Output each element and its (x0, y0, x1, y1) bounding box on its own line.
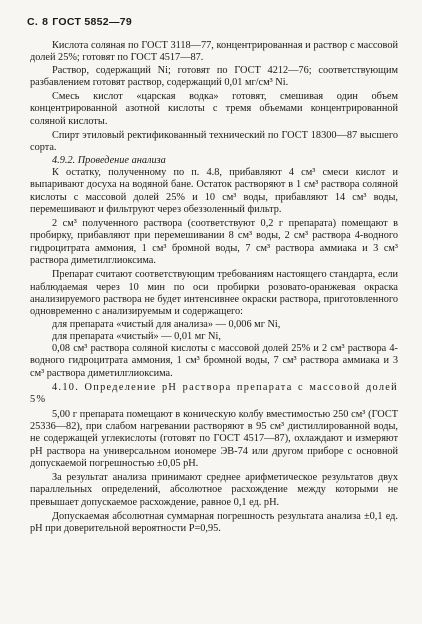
paragraph-residue: К остатку, полученному по п. 4.8, прибавляют 4 см³ смеси кислот и выпаривают досуха на водяной бане. Остаток растворяют в 1 см³ раствора соляной кислоты с массовой долей 25% и 10 см³ воды, прибавляют 14 см³ воды, перемешивают и фильтруют через обеззоленный фильтр. (30, 166, 398, 215)
section-heading-4-10: 4.10. Определение pH раствора препарата с массовой долей 5% (30, 382, 398, 406)
paragraph-hydrochloric-acid: Кислота соляная по ГОСТ 3118—77, концентрированная и раствор с массовой долей 25%; готовят по ГОСТ 4517—87. (30, 40, 398, 64)
paragraph-ph-measurement: 5,00 г препарата помещают в коническую колбу вместимостью 250 см³ (ГОСТ 25336—82), при слабом нагревании растворяют в 95 см³ дистиллированной воды, не содержащей углекислоты (готовят по ГОСТ 4517—87), охлаждают и измеряют pH раствора на универсальном иономере ЭВ-74 или другом приборе с основной допускаемой погрешностью ±0,05 pH. (30, 408, 398, 469)
standard-logo: С. (27, 16, 39, 28)
page-header (27, 16, 398, 28)
paragraph-nickel-solution: Раствор, содержащий Ni; готовят по ГОСТ 4212—76; соответствующим разбавлением готовят раствор, содержащий 0,01 мг/см³ Ni. (30, 64, 398, 88)
standard-code: ГОСТ 5852—79 (52, 16, 133, 28)
paragraph-result: За результат анализа принимают среднее арифметическое результатов двух параллельных определений, абсолютное расхождение между которыми не превышает допускаемое расхождение, равное 0,1 ед. pH. (30, 472, 398, 508)
list-item-analysis-grade: для препарата «чистый для анализа» — 0,006 мг Ni, (52, 318, 281, 330)
section-heading-4-9-2: 4.9.2. Проведение анализа (52, 154, 166, 166)
paragraph-error: Допускаемая абсолютная суммарная погрешность результата анализа ±0,1 ед. pH при доверительной вероятности P=0,95. (30, 510, 398, 535)
list-item-pure-grade: для препарата «чистый» — 0,01 мг Ni, (52, 330, 221, 342)
paragraph-test-tube: 2 см³ полученного раствора (соответствуют 0,2 г препарата) помещают в пробирку, прибавляют при перемешивании 8 см³ воды, 2 см³ раствора 4-водного гидроцитрата аммония, 1 см³ бромной воды, 7 см³ раствора аммиака и 3 см³ раствора диметилглиоксима. (30, 218, 398, 267)
paragraph-compliance: Препарат считают соответствующим требованиям настоящего стандарта, если наблюдаемая через 10 мин по оси пробирки розовато-оранжевая окраска анализируемого раствора не будет интенсивнее окраски раствора, приготовленного одновременно с анализируемым и содержащего: (30, 269, 398, 318)
page-number: 8 (42, 16, 49, 28)
paragraph-ethyl-alcohol: Спирт этиловый ректификованный технический по ГОСТ 18300—87 высшего сорта. (30, 130, 398, 154)
paragraph-reference-solution: 0,08 см³ раствора соляной кислоты с массовой долей 25% и 2 см³ раствора 4-водного гидроцитрата аммония, 1 см³ бромной воды, 7 см³ раствора аммиака и 3 см³ раствора диметилглиоксима. (30, 343, 398, 379)
paragraph-aqua-regia: Смесь кислот «царская водка» готовят, смешивая один объем концентрированной азотной кислоты с тремя объемами концентрированной соляной кислоты. (30, 91, 398, 127)
